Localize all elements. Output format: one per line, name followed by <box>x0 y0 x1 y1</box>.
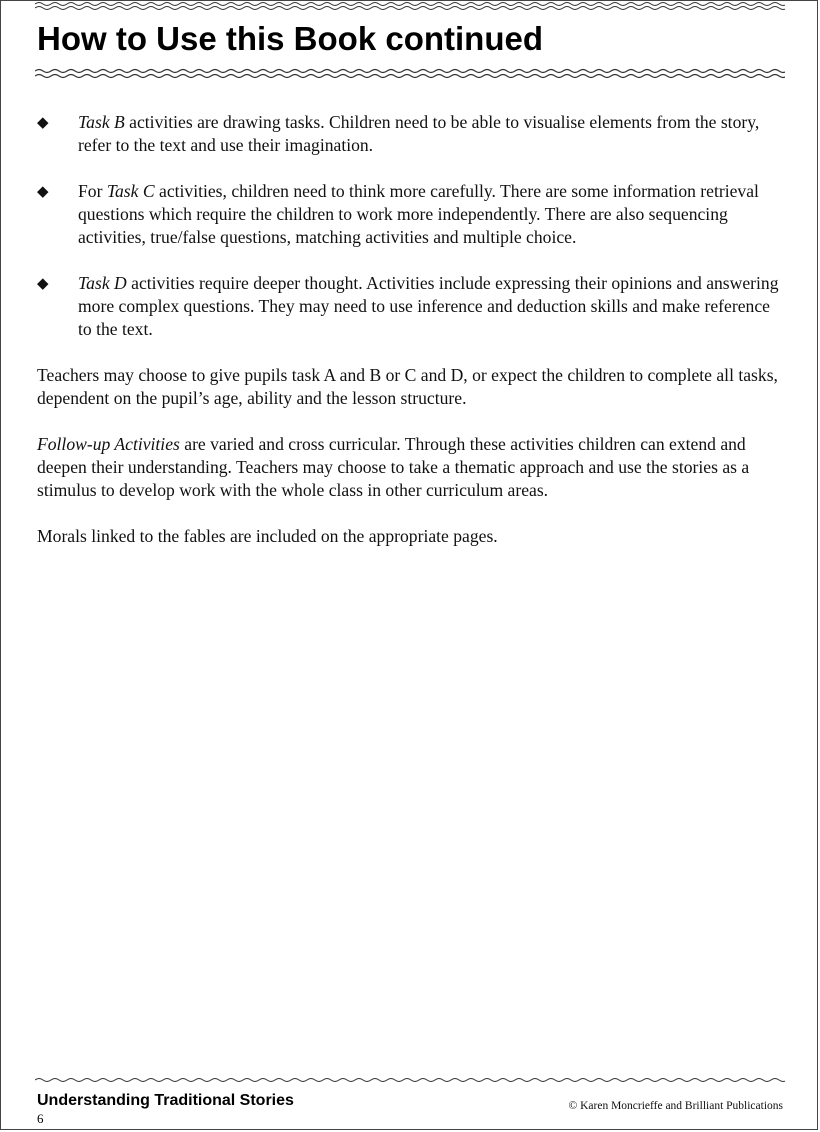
paragraph-follow-up: Follow-up Activities are varied and cross curricular. Through these activities children can extend and deepen their understanding. Teachers may choose to take a thematic approach and use the stories as a stimulus to develop work with the whole class in other curriculum areas. <box>37 434 750 500</box>
paragraph-morals: Morals linked to the fables are included on the appropriate pages. <box>37 526 498 546</box>
bullet-emphasis: Task D <box>78 273 127 293</box>
bullet-task-c <box>37 180 787 249</box>
bullet-text: Task D activities require deeper thought. Activities include expressing their opinions and answering more complex questions. They may need to use inference and deduction skills and make reference to the text. <box>78 273 779 339</box>
top-wavy-rule <box>35 1 785 11</box>
diamond-bullet-icon: ◆ <box>37 182 49 200</box>
footer-copyright: © Karen Moncrieffe and Brilliant Publications <box>568 1100 783 1112</box>
page-title: How to Use this Book continued <box>37 20 544 57</box>
bullet-text: Task B activities are drawing tasks. Children need to be able to visualise elements from the story, refer to the text and use their imagination. <box>78 112 760 155</box>
diamond-bullet-icon: ◆ <box>37 113 49 131</box>
bullet-emphasis: Task C <box>106 181 155 201</box>
title-wavy-rule <box>35 67 785 81</box>
footer-page-number: 6 <box>37 1111 44 1126</box>
bullet-text: For Task C activities, children need to think more carefully. There are some information retrieval questions which require the children to work more independently. There are also sequencing activities, true/false questions, matching activities and multiple choice. <box>78 181 759 247</box>
footer-wavy-rule <box>35 1075 785 1085</box>
bullet-task-d <box>37 272 787 341</box>
footer-book-title: Understanding Traditional Stories <box>37 1092 294 1109</box>
bullet-task-b <box>37 111 787 157</box>
diamond-bullet-icon: ◆ <box>37 274 49 292</box>
paragraph-task-choice: Teachers may choose to give pupils task A and B or C and D, or expect the children to complete all tasks, dependent on the pupil’s age, ability and the lesson structure. <box>37 365 778 408</box>
paragraph-emphasis: Follow-up Activities <box>37 434 180 454</box>
bullet-emphasis: Task B <box>78 112 125 132</box>
main-content <box>37 111 787 571</box>
